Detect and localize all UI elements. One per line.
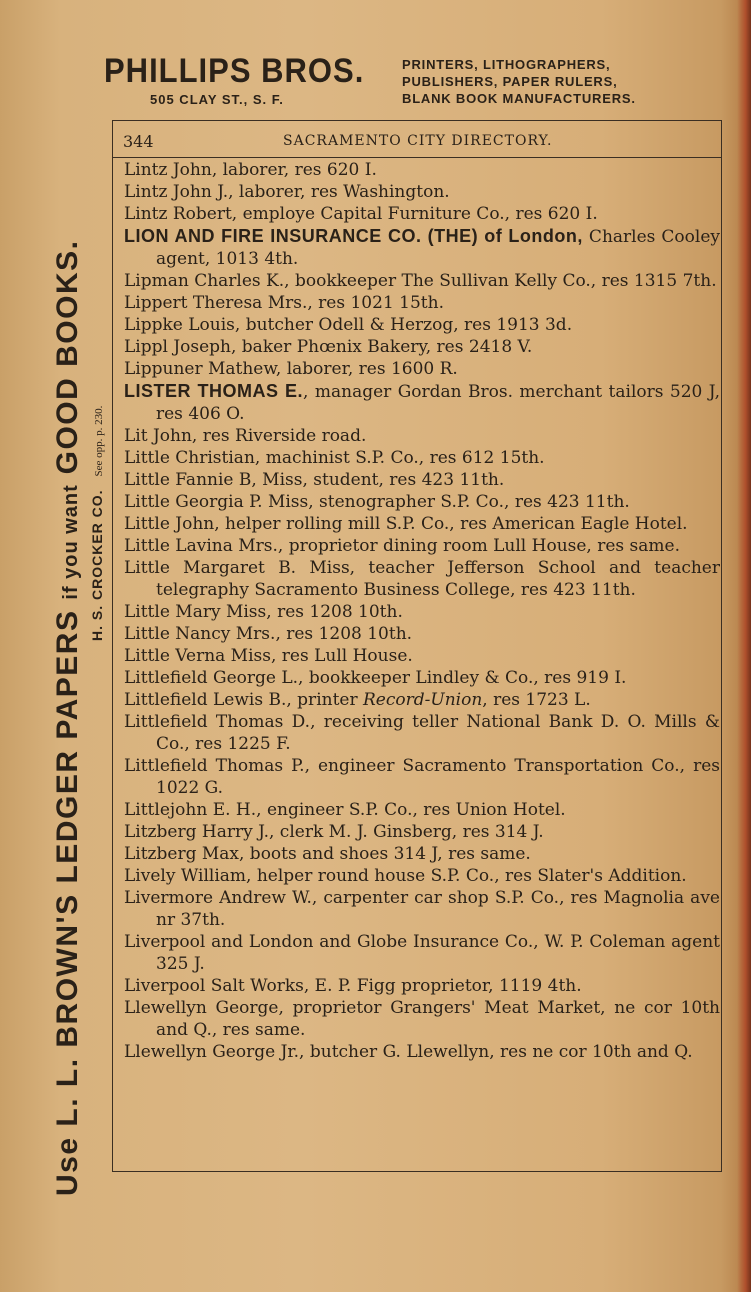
entry-text: Lintz Robert, employe Capital Furniture Co., res 620 I. (124, 204, 598, 224)
entry-text: Llewellyn George, proprietor Grangers' Meat Market, ne cor 10th and Q., res same. (124, 998, 720, 1040)
entry-text: , manager Gordan Bros. merchant tailors 520 J, res 406 O. (156, 382, 720, 424)
entry-text: Littlefield Thomas D., receiving teller National Bank D. O. Mills & Co., res 1225 F. (124, 712, 720, 754)
directory-entry (124, 159, 720, 181)
directory-entry (124, 469, 720, 491)
directory-entry (124, 491, 720, 513)
directory-entry (124, 447, 720, 469)
directory-entry (124, 997, 720, 1041)
header-firm-block (104, 52, 394, 107)
sidebar-sub-line (89, 76, 105, 641)
directory-entry (124, 755, 720, 799)
entry-italic: Record-Union (363, 690, 483, 710)
directory-entry (124, 689, 720, 711)
firm-name: PHILLIPS BROS. (104, 50, 365, 91)
entry-bold-name: LION AND FIRE INSURANCE CO. (THE) of London, (124, 226, 583, 246)
directory-entry (124, 203, 720, 225)
sidebar-advert (52, 76, 105, 1196)
sidebar-see: See opp. p. 230. (93, 405, 105, 477)
entry-text: Lintz John J., laborer, res Washington. (124, 182, 450, 202)
entry-text: Little Verna Miss, res Lull House. (124, 646, 413, 666)
header-services (402, 56, 708, 107)
directory-entry (124, 821, 720, 843)
directory-entry (124, 865, 720, 887)
entry-text: Littlefield Thomas P., engineer Sacramento Transportation Co., res 1022 G. (124, 756, 720, 798)
entry-text: Lippl Joseph, baker Phœnix Bakery, res 2418 V. (124, 337, 533, 357)
directory-entry (124, 225, 720, 270)
directory-entry (124, 535, 720, 557)
entry-text: Liverpool Salt Works, E. P. Figg proprietor, 1119 4th. (124, 976, 582, 996)
entry-text: Little Fannie B, Miss, student, res 423 11th. (124, 470, 505, 490)
page-number: 344 (123, 132, 154, 151)
entry-text: Little Georgia P. Miss, stenographer S.P. Co., res 423 11th. (124, 492, 630, 512)
entry-text: Llewellyn George Jr., butcher G. Llewellyn, res ne cor 10th and Q. (124, 1042, 693, 1062)
entry-list (124, 159, 720, 1063)
sidebar-crocker: H. S. CROCKER CO. (89, 489, 105, 641)
sidebar-main-line (52, 76, 87, 1196)
sidebar-lead: Use L. L. BROWN'S LEDGER PAPERS (51, 609, 84, 1196)
directory-entry (124, 358, 720, 380)
entry-text: Little John, helper rolling mill S.P. Co., res American Eagle Hotel. (124, 514, 688, 534)
directory-entry (124, 711, 720, 755)
entry-text: Little Mary Miss, res 1208 10th. (124, 602, 403, 622)
directory-entry (124, 799, 720, 821)
entry-text: Lippert Theresa Mrs., res 1021 15th. (124, 293, 444, 313)
directory-entry (124, 314, 720, 336)
directory-entry (124, 425, 720, 447)
directory-entry (124, 336, 720, 358)
entry-text: Litzberg Max, boots and shoes 314 J, res same. (124, 844, 531, 864)
directory-entry (124, 645, 720, 667)
sidebar-tail: GOOD BOOKS. (51, 239, 84, 475)
page-edge-shadow (737, 0, 751, 1292)
directory-entry (124, 380, 720, 425)
entry-text: Littlefield Lewis B., printer (124, 690, 363, 710)
directory-entry (124, 292, 720, 314)
directory-entry (124, 931, 720, 975)
entry-text: Liverpool and London and Globe Insurance Co., W. P. Coleman agent 325 J. (124, 932, 720, 974)
entry-text: Litzberg Harry J., clerk M. J. Ginsberg, res 314 J. (124, 822, 544, 842)
entry-text-after: , res 1723 L. (482, 690, 591, 710)
entry-text: Lippke Louis, butcher Odell & Herzog, res 1913 3d. (124, 315, 573, 335)
directory-entry (124, 975, 720, 997)
entry-text: Little Lavina Mrs., proprietor dining room Lull House, res same. (124, 536, 680, 556)
entry-text: Little Nancy Mrs., res 1208 10th. (124, 624, 413, 644)
entry-text: Littlefield George L., bookkeeper Lindley & Co., res 919 I. (124, 668, 627, 688)
directory-entry (124, 843, 720, 865)
directory-entry (124, 623, 720, 645)
entry-text: Lipman Charles K., bookkeeper The Sullivan Kelly Co., res 1315 7th. (124, 271, 717, 291)
directory-entry (124, 270, 720, 292)
entry-text: Charles Cooley agent, 1013 4th. (156, 227, 721, 269)
directory-entry (124, 1041, 720, 1063)
page-header (113, 121, 721, 158)
directory-entry (124, 557, 720, 601)
entry-text: Littlejohn E. H., engineer S.P. Co., res Union Hotel. (124, 800, 566, 820)
entry-text: Lively William, helper round house S.P. Co., res Slater's Addition. (124, 866, 687, 886)
directory-entry (124, 601, 720, 623)
service-line-3: BLANK BOOK MANUFACTURERS. (402, 91, 636, 106)
entry-text: Little Margaret B. Miss, teacher Jefferson School and teacher telegraphy Sacramento Business College, res 423 11th. (124, 558, 720, 600)
firm-address: 505 CLAY ST., S. F. (150, 92, 284, 107)
directory-entry (124, 513, 720, 535)
directory-entry (124, 887, 720, 931)
entry-text: Lit John, res Riverside road. (124, 426, 367, 446)
service-line-2: PUBLISHERS, PAPER RULERS, (402, 74, 618, 89)
sidebar-small: if you want (60, 484, 82, 600)
directory-box (112, 120, 722, 1172)
entry-text: Lintz John, laborer, res 620 I. (124, 160, 377, 180)
directory-entry (124, 181, 720, 203)
service-line-1: PRINTERS, LITHOGRAPHERS, (402, 57, 611, 72)
directory-entry (124, 667, 720, 689)
entry-text: Lippuner Mathew, laborer, res 1600 R. (124, 359, 458, 379)
directory-title: SACRAMENTO CITY DIRECTORY. (283, 133, 553, 149)
entry-text: Little Christian, machinist S.P. Co., res 612 15th. (124, 448, 545, 468)
entry-text: Livermore Andrew W., carpenter car shop S.P. Co., res Magnolia ave nr 37th. (124, 888, 720, 930)
entry-bold-name: LISTER THOMAS E. (124, 381, 304, 401)
